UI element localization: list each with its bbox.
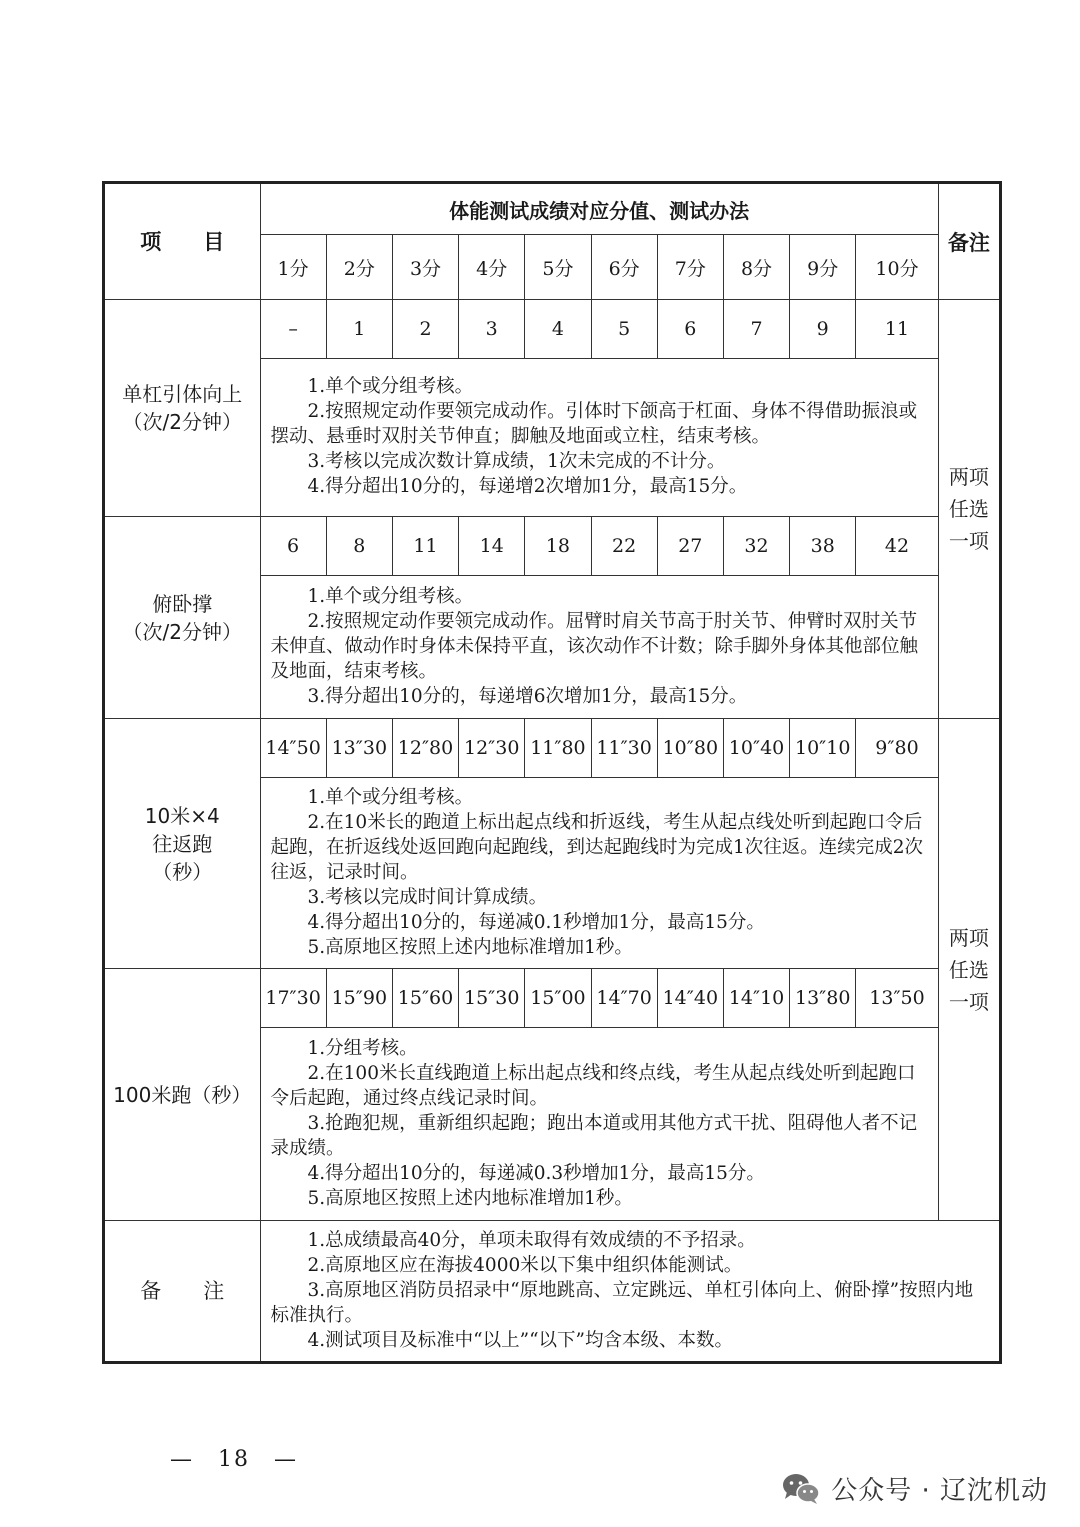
footer-notes: [260, 1221, 1001, 1363]
score-header: 9分: [790, 235, 856, 300]
footer-label: 备 注: [104, 1221, 261, 1363]
value-cell: –: [260, 300, 326, 359]
desc-100m: [260, 1028, 938, 1221]
header-remark: 备注: [938, 183, 1000, 300]
desc-shuttle-run: [260, 778, 938, 969]
desc-line: 4.得分超出10分的，每递减0.1秒增加1分，最高15分。: [307, 911, 765, 933]
remark-line: 两项: [948, 465, 989, 489]
desc-line: 3.考核以完成次数计算成绩，1次未完成的不计分。: [307, 451, 726, 472]
desc-line: 3.考核以完成时间计算成绩。: [307, 886, 548, 908]
value-cell: 9: [790, 300, 856, 359]
desc-line: 2.在100米长直线跑道上标出起点线和终点线，考生从起点线处听到起跑口令后起跑，通过终点线记录时间。: [270, 1062, 916, 1109]
value-cell: 4: [525, 300, 591, 359]
value-cell: 9″80: [856, 719, 938, 778]
desc-line: 3.抢跑犯规，重新组织起跑；跑出本道或用其他方式干扰、阻碍他人者不记录成绩。: [270, 1112, 918, 1159]
item-name-pullup: [104, 300, 261, 517]
desc-line: 1.单个或分组考核。: [307, 376, 474, 397]
note-line: 2.高原地区应在海拔4000米以下集中组织体能测试。: [307, 1254, 743, 1276]
value-cell: 17″30: [260, 969, 326, 1028]
watermark-text: 公众号 · 辽沈机动: [831, 1476, 1048, 1506]
value-cell: 7: [723, 300, 789, 359]
score-header: 5分: [525, 235, 591, 300]
remark-group-1: [938, 300, 1000, 719]
score-header: 10分: [856, 235, 938, 300]
value-cell: 14″40: [657, 969, 723, 1028]
desc-pushup: [260, 576, 938, 719]
desc-line: 4.得分超出10分的，每递减0.3秒增加1分，最高15分。: [307, 1162, 765, 1184]
desc-line: 1.单个或分组考核。: [307, 786, 474, 808]
note-line: 4.测试项目及标准中“以上”“以下”均含本级、本数。: [307, 1329, 733, 1351]
item-name-line: 往返跑: [152, 831, 213, 856]
value-cell: 42: [856, 517, 938, 576]
value-cell: 22: [591, 517, 657, 576]
item-name-line: （次/2分钟）: [122, 410, 242, 434]
value-cell: 13″30: [326, 719, 392, 778]
remark-line: 任选: [948, 957, 989, 982]
value-cell: 10″40: [723, 719, 789, 778]
item-name-100m: [104, 969, 261, 1221]
desc-line: 1.分组考核。: [307, 1037, 418, 1059]
score-header: 6分: [591, 235, 657, 300]
desc-pullup: [260, 359, 938, 517]
desc-line: 3.得分超出10分的，每递增6次增加1分，最高15分。: [307, 685, 748, 707]
remark-line: 任选: [948, 497, 989, 521]
desc-line: 2.按照规定动作要领完成动作。引体时下颌高于杠面、身体不得借助振浪或摆动、悬垂时双肘关节伸直；脚触及地面或立柱，结束考核。: [270, 401, 918, 447]
score-header: 1分: [260, 235, 326, 300]
item-name-shuttle-run: [104, 719, 261, 969]
score-header: 4分: [459, 235, 525, 300]
score-header: 7分: [657, 235, 723, 300]
value-cell: 6: [260, 517, 326, 576]
value-cell: 14″70: [591, 969, 657, 1028]
value-cell: 12″80: [392, 719, 458, 778]
header-group-title: 体能测试成绩对应分值、测试办法: [260, 183, 938, 235]
item-name-line: 10米×4: [144, 803, 220, 828]
remark-line: 两项: [948, 925, 989, 950]
note-line: 1.总成绩最高40分，单项未取得有效成绩的不予招录。: [307, 1229, 756, 1251]
wechat-icon: [781, 1472, 821, 1506]
remark-group-2: [938, 719, 1000, 1221]
value-cell: 14: [459, 517, 525, 576]
value-cell: 14″10: [723, 969, 789, 1028]
desc-line: 2.在10米长的跑道上标出起点线和折返线，考生从起点线处听到起跑口令后起跑，在折返线处返回跑向起跑线，到达起跑线时为完成1次往返。连续完成2次往返，记录时间。: [270, 811, 924, 883]
value-cell: 10″80: [657, 719, 723, 778]
value-cell: 11: [856, 300, 938, 359]
value-cell: 13″50: [856, 969, 938, 1028]
value-cell: 38: [790, 517, 856, 576]
value-cell: 3: [459, 300, 525, 359]
value-cell: 10″10: [790, 719, 856, 778]
watermark: [781, 1470, 1048, 1507]
item-name-line: （次/2分钟）: [122, 619, 242, 644]
desc-line: 2.按照规定动作要领完成动作。屈臂时肩关节高于肘关节、伸臂时双肘关节未伸直、做动作时身体未保持平直，该次动作不计数；除手脚外身体其他部位触及地面，结束考核。: [270, 610, 919, 682]
desc-line: 5.高原地区按照上述内地标准增加1秒。: [307, 1187, 633, 1209]
desc-line: 5.高原地区按照上述内地标准增加1秒。: [307, 936, 633, 958]
item-name-line: 单杠引体向上: [122, 382, 243, 406]
item-name-line: （秒）: [152, 859, 213, 884]
value-cell: 15″90: [326, 969, 392, 1028]
value-cell: 11″80: [525, 719, 591, 778]
value-cell: 14″50: [260, 719, 326, 778]
value-cell: 32: [723, 517, 789, 576]
value-cell: 8: [326, 517, 392, 576]
item-name-pushup: [104, 517, 261, 719]
item-name-line: 俯卧撑: [152, 591, 213, 616]
fitness-table-container: [102, 181, 1002, 1364]
value-cell: 2: [392, 300, 458, 359]
header-item: 项 目: [104, 183, 261, 300]
value-cell: 27: [657, 517, 723, 576]
page-number: — 18 —: [170, 1447, 298, 1472]
fitness-test-table: [102, 181, 1002, 1364]
remark-line: 一项: [948, 529, 989, 553]
score-header: 8分: [723, 235, 789, 300]
value-cell: 5: [591, 300, 657, 359]
note-line: 3.高原地区消防员招录中“原地跳高、立定跳远、单杠引体向上、俯卧撑”按照内地标准执行。: [270, 1279, 974, 1326]
value-cell: 15″60: [392, 969, 458, 1028]
value-cell: 11″30: [591, 719, 657, 778]
remark-line: 一项: [948, 989, 989, 1014]
value-cell: 6: [657, 300, 723, 359]
value-cell: 13″80: [790, 969, 856, 1028]
value-cell: 15″00: [525, 969, 591, 1028]
value-cell: 11: [392, 517, 458, 576]
item-name-line: 100米跑（秒）: [113, 1082, 252, 1107]
desc-line: 4.得分超出10分的，每递增2次增加1分，最高15分。: [307, 476, 748, 497]
value-cell: 18: [525, 517, 591, 576]
value-cell: 12″30: [459, 719, 525, 778]
score-header: 3分: [392, 235, 458, 300]
value-cell: 15″30: [459, 969, 525, 1028]
desc-line: 1.单个或分组考核。: [307, 585, 474, 607]
value-cell: 1: [326, 300, 392, 359]
score-header: 2分: [326, 235, 392, 300]
